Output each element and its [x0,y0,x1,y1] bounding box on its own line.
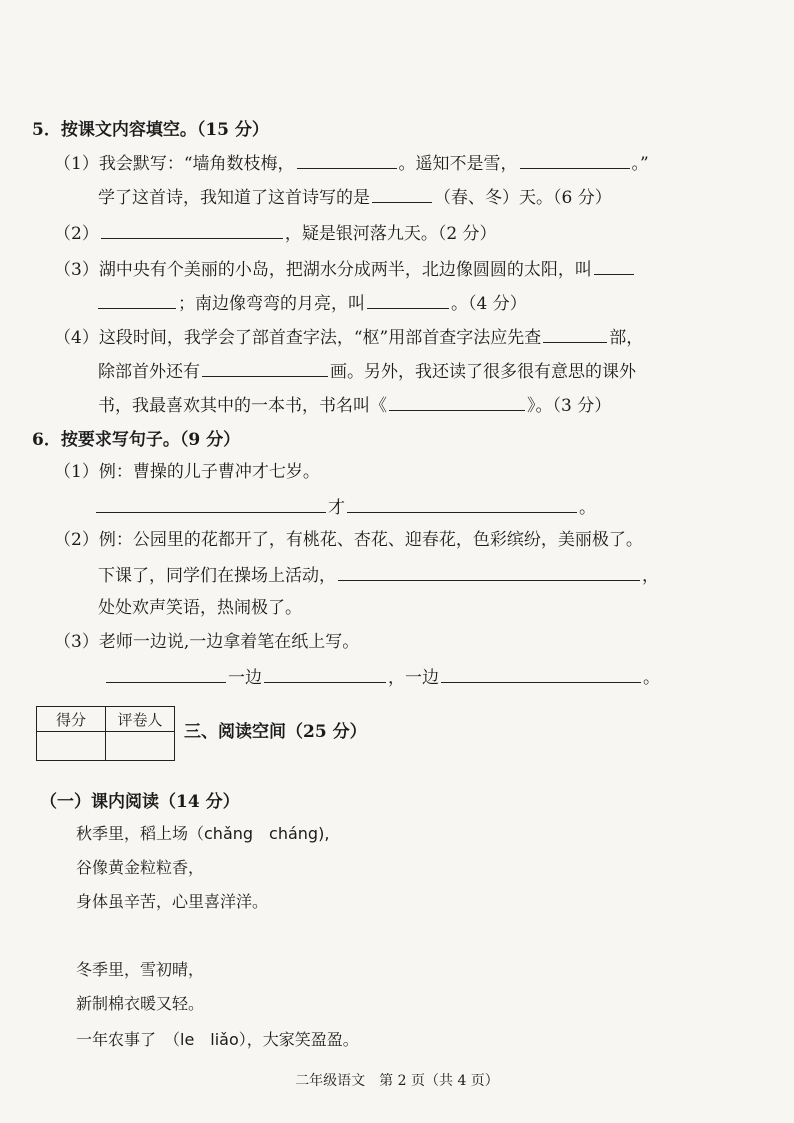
q5-part4-line3-text-b: 》。（3 分） [527,396,612,416]
q5-part4-blank1[interactable] [543,324,607,343]
q6-part3-mid2: ，一边 [388,668,439,688]
poem-line-4-text: 冬季里，雪初晴， [76,960,205,979]
q5-title [32,118,269,142]
q6-part3-mid1: 一边 [228,668,262,688]
q5-part1-blank3[interactable] [372,184,432,203]
q5-part1-text-a: （1）我会默写：“墙角数枝梅， [54,154,295,174]
q6-part1-blank1[interactable] [96,494,326,513]
page-footer [0,1070,794,1090]
q5-part1-line2 [98,184,612,210]
q5-part3-blank1[interactable] [594,256,634,275]
grader-header: 评卷人 [106,707,175,732]
q6-part3-example: （3）老师一边说,一边拿着笔在纸上写。 [54,632,360,652]
q5-title-text: 5．按课文内容填空。（15 分） [32,120,269,140]
q5-part1-text-b: 。遥知不是雪， [398,154,518,174]
page-footer-text: 二年级语文 第 2 页（共 4 页） [295,1073,499,1089]
poem-line-3 [76,890,268,914]
poem-line-2-text: 谷像黄金粒粒香， [76,858,205,877]
q6-part2-line2-comma: ， [642,566,659,586]
section3-title-text: 三、阅读空间（25 分） [184,722,367,742]
q6-part2-example: （2）例：公园里的花都开了，有桃花、杏花、迎春花，色彩缤纷，美丽极了。 [54,530,643,550]
q5-part4-line3-text-a: 书，我最喜欢其中的一本书，书名叫《 [98,396,387,416]
poem-line-4 [76,958,204,982]
score-cell[interactable] [37,732,106,761]
q5-part1-text-c: 。” [631,154,649,174]
q5-part4-line3 [98,392,611,418]
poem-line-5-text: 新制棉衣暖又轻。 [76,994,205,1013]
q5-part2 [54,220,497,246]
q6-part2-line2-text: 下课了，同学们在操场上活动， [98,566,336,586]
q6-part1-blank2[interactable] [347,494,577,513]
poem-line-3-text: 身体虽辛苦，心里喜洋洋。 [76,892,269,911]
q6-part1 [54,460,320,484]
q5-part3-text-b: ；南边像弯弯的月亮，叫 [178,294,365,314]
q5-part2-text-a: （2） [54,224,99,244]
q5-part2-text-b: ，疑是银河落九天。（2 分） [284,224,497,244]
q5-part1-line2-text-a: 学了这首诗，我知道了这首诗写的是 [98,188,370,208]
poem-line-6-text: 一年农事了 （le liǎo），大家笑盈盈。 [76,1030,359,1049]
q5-part2-blank[interactable] [101,220,283,239]
q5-part3-line2 [98,290,527,316]
score-table [36,706,175,761]
q6-part3-blank3[interactable] [441,664,641,683]
q6-part3-answer [106,664,660,690]
q5-part1-blank2[interactable] [520,150,630,169]
grader-cell[interactable] [106,732,175,761]
q5-part4-text-b: 部， [609,328,644,348]
q6-part2-blank[interactable] [338,562,640,581]
score-header: 得分 [37,707,106,732]
q5-part3-line1 [54,256,636,282]
q5-part3-blank1-cont[interactable] [98,290,176,309]
q6-part1-mid: 才 [328,498,345,518]
q6-part3-blank1[interactable] [106,664,226,683]
q6-part1-answer [96,494,596,520]
q6-part2-line2 [98,562,659,588]
poem-line-1-text: 秋季里，稻上场（chǎng cháng), [76,824,330,843]
poem-line-1 [76,822,329,846]
q5-part1-line2-text-b: （春、冬）天。（6 分） [434,188,612,208]
poem-line-5 [76,992,204,1016]
section3-title [184,720,367,744]
q5-part4-text-a: （4）这段时间，我学会了部首查字法，“枢”用部首查字法应先查 [54,328,542,348]
q6-part2-line3 [98,596,302,620]
q6-part1-example: （1）例：曹操的儿子曹冲才七岁。 [54,462,320,482]
section3-subtitle [40,790,240,814]
q5-part1-line1 [54,150,649,176]
q5-part4-blank2[interactable] [202,358,328,377]
q5-part4-line1 [54,324,643,350]
poem-line-6 [76,1028,359,1052]
q6-part3-end: 。 [643,668,660,688]
q5-part4-line2-text-a: 除部首外还有 [98,362,200,382]
q5-part1-blank1[interactable] [297,150,397,169]
q5-part4-blank3[interactable] [389,392,525,411]
poem-line-2 [76,856,204,880]
q5-part3-blank2[interactable] [367,290,449,309]
q5-part4-line2 [98,358,636,384]
q6-part2-line3-text: 处处欢声笑语，热闹极了。 [98,598,302,618]
q6-part2 [54,528,643,552]
q6-part1-end: 。 [579,498,596,518]
q6-title-text: 6．按要求写句子。（9 分） [32,430,241,450]
q6-part3-blank2[interactable] [264,664,386,683]
q5-part3-text-a: （3）湖中央有个美丽的小岛，把湖水分成两半，北边像圆圆的太阳，叫 [54,260,592,280]
q5-part3-text-c: 。（4 分） [451,294,527,314]
q5-part4-line2-text-b: 画。另外，我还读了很多很有意思的课外 [330,362,636,382]
q6-part3 [54,630,359,654]
section3-subtitle-text: （一）课内阅读（14 分） [40,792,240,812]
q6-title [32,428,240,452]
